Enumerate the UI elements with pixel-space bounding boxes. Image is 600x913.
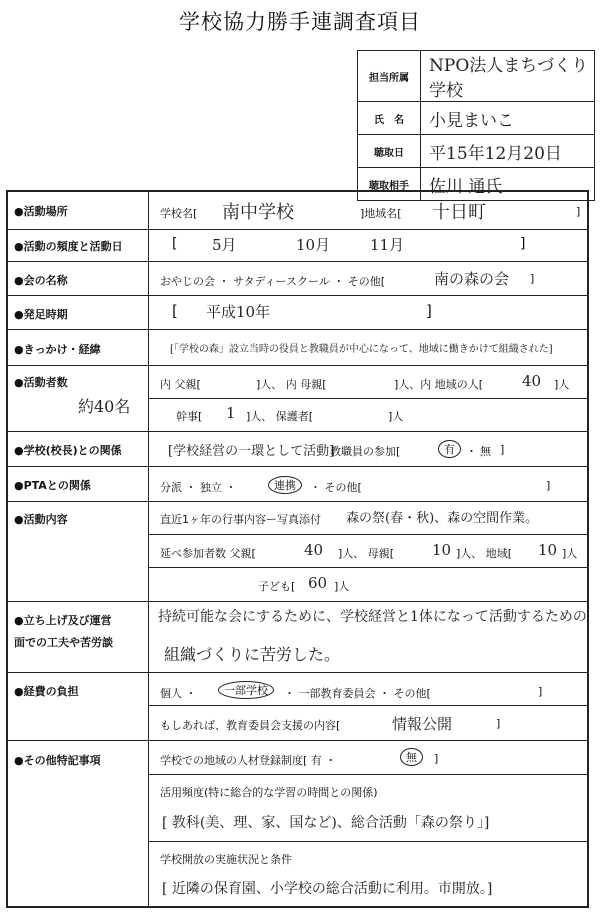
row-label-other: ●その他特記事項 (14, 754, 101, 767)
row-line (6, 261, 589, 262)
members-line2a: 幹事[ (176, 410, 203, 423)
registration-selected: 無 (400, 748, 423, 766)
school-open-label: 学校開放の実施状況と条件 (160, 853, 292, 866)
info-value: NPO法人まちづくり学校 (421, 51, 595, 102)
row-line (6, 329, 589, 330)
members-line1b: ]人、 内 母親[ (256, 378, 327, 391)
row-line (6, 501, 589, 502)
kids-count: 60 (308, 574, 328, 592)
pta-selected: 連携 (268, 476, 302, 494)
row-line (6, 466, 589, 467)
activity-month: 5月 (212, 236, 237, 254)
bracket-close: ] (500, 443, 505, 456)
management-text-1: 持続可能な会にするために、学校経営と1体になって活動するための (158, 609, 587, 625)
row-line (6, 229, 589, 230)
participants-b: ]人、 母親[ (338, 547, 395, 560)
relation-value: [学校経営の一環として活動] (168, 444, 335, 459)
staff-count: 1 (226, 404, 236, 422)
participants-d: ]人 (562, 547, 578, 560)
row-subline (148, 705, 589, 706)
members-line1c: ]人、内 地域の人[ (394, 378, 484, 391)
row-label-cost: ●経費の負担 (14, 685, 79, 698)
info-value: 小見まいこ (421, 102, 595, 135)
row-label-pta: ●PTAとの関係 (14, 479, 91, 492)
row-label-content: ●活動内容 (14, 513, 68, 526)
mothers-count: 10 (432, 541, 452, 559)
column-divider (148, 190, 149, 908)
members-line2c: ]人 (388, 410, 404, 423)
cost-selected: 一部学校 (218, 681, 274, 699)
separator: ・ (466, 445, 477, 458)
members-line2b: ]人、 保護者[ (246, 410, 314, 423)
events-label: 直近1ヶ年の行事内容ー写真添付 (160, 513, 321, 526)
row-label-name: ●会の名称 (14, 274, 68, 287)
bracket-close: ] (520, 236, 526, 252)
bracket-close: ] (426, 302, 432, 320)
row-line (6, 601, 589, 602)
info-label: 聴取日 (358, 135, 421, 168)
registration-label: 学校での地域の人材登録制度[ 有 ・ (160, 754, 337, 767)
row-label-trigger: ●きっかけ・経緯 (14, 343, 101, 356)
info-value: 平15年12月20日 (421, 135, 595, 168)
row-label-start: ●発足時期 (14, 308, 68, 321)
info-label: 氏 名 (358, 102, 421, 135)
support-label: もしあれば、教育委員会支援の内容[ (160, 719, 341, 732)
start-year-value: 平成10年 (206, 303, 271, 321)
group-name-value: 南の森の会 (434, 270, 510, 288)
bracket-close: ] (496, 717, 501, 730)
area-name-value: 十日町 (432, 202, 486, 223)
row-label-management: ●立ち上げ及び運営 (14, 614, 112, 627)
members-line1d: ]人 (554, 378, 570, 391)
name-options: おやじの会 ・ サタディースクール ・ その他[ (160, 275, 386, 288)
activity-month: 11月 (370, 236, 405, 254)
row-line (6, 431, 589, 432)
area-name-label: ]地域名[ (360, 207, 402, 220)
cost-options-c: ・ 一部教育委員会 ・ その他[ (284, 687, 431, 700)
teacher-participation-label: 教職員の参加[ (330, 445, 401, 458)
member-count: 約40名 (78, 397, 131, 416)
school-name-value: 南中学校 (222, 202, 294, 223)
row-line (6, 672, 589, 673)
management-text-2: 組織づくりに苦労した。 (164, 645, 341, 664)
events-value: 森の祭(春・秋)、森の空間作業。 (346, 511, 539, 526)
teacher-yes: 有 (438, 440, 461, 458)
kids-a: 子ども[ (258, 580, 296, 593)
row-line (6, 365, 589, 366)
bracket-open: [ (172, 302, 178, 320)
bracket-close: ] (576, 205, 581, 218)
members-line1a: 内 父親[ (160, 378, 201, 391)
activity-month: 10月 (296, 236, 331, 254)
frequency-usage-value: [ 教科(美、理、家、国など)、総合活動「森の祭り」] (162, 815, 490, 831)
row-label-members: ●活動者数 (14, 376, 68, 389)
bracket-close: ] (530, 272, 535, 285)
row-subline (148, 774, 589, 775)
row-label-relation: ●学校(校長)との関係 (14, 444, 122, 457)
participants-a: 延べ参加者数 父親[ (160, 547, 256, 560)
info-label: 担当所属 (358, 51, 421, 102)
participants-c: ]人、 地域[ (456, 547, 513, 560)
page-title: 学校協力勝手連調査項目 (179, 10, 421, 34)
support-value: 情報公開 (392, 715, 453, 733)
kids-b: ]人 (334, 580, 350, 593)
info-value: 佐川 通氏 (421, 168, 595, 201)
row-line (6, 740, 589, 741)
school-open-value: [ 近隣の保育園、小学校の総合活動に利用。市開放。] (162, 881, 493, 897)
row-line (6, 295, 589, 296)
row-subline (148, 398, 589, 399)
row-subline (148, 841, 589, 842)
pta-options-a: 分派 ・ 独立 ・ (160, 481, 237, 494)
bracket-open: [ (172, 236, 178, 252)
local-count: 40 (522, 372, 542, 390)
row-subline (148, 567, 589, 568)
teacher-no: 無 (480, 445, 491, 458)
bracket-close: ] (546, 479, 551, 492)
locals-count: 10 (538, 541, 558, 559)
row-label-frequency: ●活動の頻度と活動日 (14, 240, 123, 253)
bracket-close: ] (434, 752, 439, 765)
info-table (357, 50, 595, 201)
bracket-close: ] (538, 685, 543, 698)
row-label-location: ●活動場所 (14, 205, 68, 218)
frequency-usage-label: 活用頻度(特に総合的な学習の時間との関係) (160, 786, 378, 799)
school-name-label: 学校名[ (160, 207, 198, 220)
row-label-management-2: 面での工夫や苦労談 (14, 636, 113, 649)
cost-options-a: 個人 ・ (160, 687, 197, 700)
row-subline (148, 534, 589, 535)
trigger-value: [「学校の森」設立当時の役員と教職員が中心になって、地域に働きかけて組織された] (170, 344, 553, 355)
pta-options-c: ・ その他[ (310, 481, 362, 494)
info-label: 聴取相手 (358, 168, 421, 201)
fathers-count: 40 (304, 541, 324, 559)
